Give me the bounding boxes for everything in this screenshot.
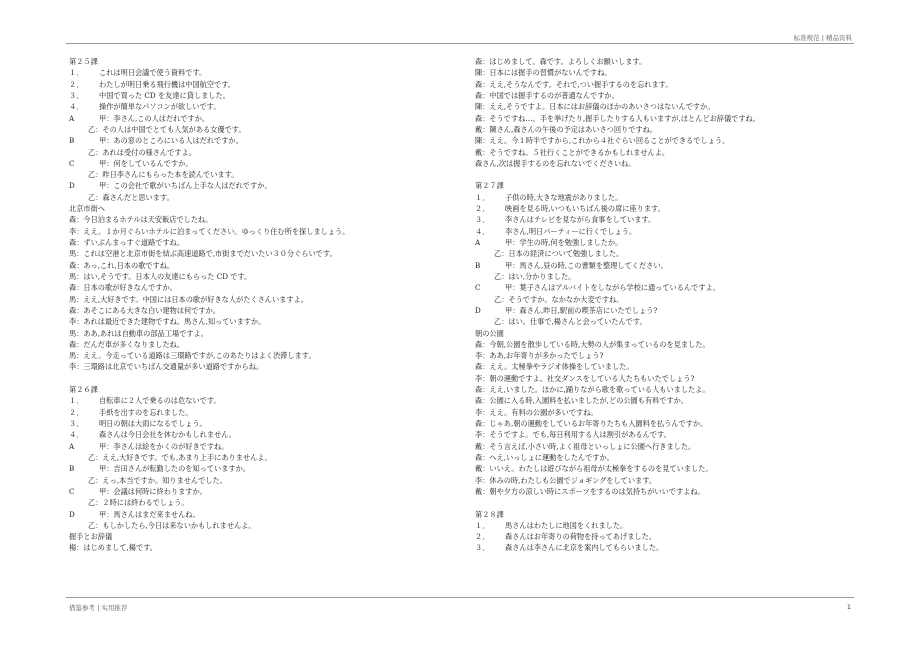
text-line bbox=[475, 79, 855, 90]
text-line bbox=[69, 497, 459, 508]
line-text: 子供の時,大きな地震がありました。 bbox=[505, 192, 623, 202]
header-rule bbox=[66, 43, 854, 44]
text-line bbox=[475, 192, 855, 203]
item-marker: ３． bbox=[475, 543, 490, 553]
text-line bbox=[69, 316, 459, 327]
text-line bbox=[475, 260, 855, 271]
text-line bbox=[475, 135, 855, 146]
line-text: 楊：はじめまして,楊です。 bbox=[69, 543, 157, 553]
text-line bbox=[475, 429, 855, 440]
text-line bbox=[69, 169, 459, 180]
line-text: 乙：もしかしたら,今日は来ないかもしれませんよ。 bbox=[88, 520, 256, 530]
line-text: これは明日会議で使う資料です。 bbox=[99, 68, 207, 78]
text-line bbox=[69, 282, 459, 293]
page-number: 1 bbox=[846, 603, 851, 611]
line-text: 森：ええ。太極拳やラジオ体操をしていました。 bbox=[475, 362, 634, 372]
line-text: 北京市街へ bbox=[69, 204, 105, 214]
line-text: 甲：吉田さんが転勤したのを知っていますか。 bbox=[99, 464, 250, 474]
text-line bbox=[475, 531, 855, 542]
line-text: 朝の公園 bbox=[475, 328, 504, 338]
line-text: 森：ええ,そうなんです。それで,つい握手するのを忘れます。 bbox=[475, 79, 673, 89]
text-line bbox=[69, 67, 459, 78]
text-line bbox=[475, 441, 855, 452]
text-line bbox=[475, 203, 855, 214]
text-line bbox=[69, 531, 459, 542]
text-line bbox=[69, 135, 459, 146]
line-text: 森：今朝,公園を散歩している時,大勢の人が集まっているのを見ました。 bbox=[475, 339, 710, 349]
text-line bbox=[69, 214, 459, 225]
text-line bbox=[475, 237, 855, 248]
text-line bbox=[69, 271, 459, 282]
text-line bbox=[475, 67, 855, 78]
line-text: 第２７課 bbox=[475, 181, 504, 191]
line-text: 森さんはお年寄りの荷物を持ってあげました。 bbox=[505, 532, 656, 542]
text-line bbox=[69, 226, 459, 237]
text-line bbox=[475, 294, 855, 305]
line-text: 乙：昨日李さんにもらった本を読んでいます。 bbox=[88, 170, 239, 180]
line-text: 馬：ああ,あれは自動車の部品工場ですよ。 bbox=[69, 328, 208, 338]
text-line bbox=[475, 282, 855, 293]
text-line bbox=[69, 520, 459, 531]
line-text: 乙：ええ,大好きです。でも,あまり上手にありませんよ。 bbox=[88, 452, 272, 462]
line-text: 森：へえ,いっしょに運動をしたんですか。 bbox=[475, 452, 614, 462]
text-line bbox=[475, 248, 855, 259]
line-text: 森：あっ,これ,日本の歌ですね。 bbox=[69, 260, 175, 270]
text-line bbox=[69, 441, 459, 452]
text-line bbox=[475, 90, 855, 101]
item-marker: A bbox=[69, 441, 75, 451]
text-line bbox=[475, 226, 855, 237]
text-line bbox=[69, 509, 459, 520]
line-text: 陳：ええ,そうですよ。日本にはお辞儀のほかのあいさつはないんですか。 bbox=[475, 102, 715, 112]
footer-rule bbox=[66, 597, 854, 598]
line-text: 第２８課 bbox=[475, 509, 504, 519]
line-text: 戴：陳さん,森さんの午後の予定はあいさつ回りですね。 bbox=[475, 124, 657, 134]
text-line bbox=[69, 361, 459, 372]
text-line bbox=[69, 384, 459, 395]
text-line bbox=[69, 475, 459, 486]
line-text: 森さんは今日会社を休むかもしれません。 bbox=[99, 430, 236, 440]
text-line bbox=[69, 339, 459, 350]
text-line bbox=[69, 203, 459, 214]
text-line bbox=[475, 373, 855, 384]
text-line bbox=[69, 395, 459, 406]
line-text: 森：そうですね…。手を挙げたり,握手したりする人もいますが,ほとんどお辞儀ですね。 bbox=[475, 113, 760, 123]
text-line bbox=[475, 350, 855, 361]
text-line bbox=[69, 180, 459, 191]
text-line bbox=[69, 328, 459, 339]
text-line bbox=[69, 407, 459, 418]
text-line bbox=[69, 192, 459, 203]
text-line bbox=[69, 79, 459, 90]
item-marker: ４． bbox=[475, 226, 490, 236]
line-text: 甲：馬さん,昼の時,この書類を整理してください。 bbox=[505, 260, 668, 270]
text-line bbox=[475, 113, 855, 124]
text-line bbox=[69, 56, 459, 67]
left-column bbox=[69, 56, 459, 554]
line-text: 自転車に２人で乗るのは危ないです。 bbox=[99, 396, 221, 406]
line-text: 森さんは李さんに北京を案内してもらいました。 bbox=[505, 543, 664, 553]
item-marker: C bbox=[475, 283, 481, 293]
text-line bbox=[69, 542, 459, 553]
text-line bbox=[475, 147, 855, 158]
text-line bbox=[475, 158, 855, 169]
header-tag: 标准规范 | 精品资料 bbox=[793, 34, 852, 42]
line-text: 陳：日本には握手の習慣がないんですね。 bbox=[475, 68, 612, 78]
text-line bbox=[69, 486, 459, 497]
line-text: 李さん,明日パーティーに行くでしょう。 bbox=[505, 226, 637, 236]
item-marker: １． bbox=[69, 68, 84, 78]
line-text: 馬さんはわたしに地図をくれました。 bbox=[505, 520, 628, 530]
text-line bbox=[69, 429, 459, 440]
line-text: 甲：あの窓のところにいる人はだれですか。 bbox=[99, 136, 243, 146]
line-text: 乙：その人は中国でとても人気がある女優です。 bbox=[88, 124, 246, 134]
paragraph-gap bbox=[69, 373, 459, 384]
line-text: 李：休みの時,わたしも公園でジョギングをしています。 bbox=[475, 475, 657, 485]
line-text: 甲：何をしているんですか。 bbox=[99, 158, 193, 168]
line-text: 甲：李さん,この人はだれですか。 bbox=[99, 113, 210, 123]
text-line bbox=[475, 486, 855, 497]
text-line bbox=[69, 147, 459, 158]
text-line bbox=[69, 158, 459, 169]
text-line bbox=[475, 124, 855, 135]
line-text: わたしが明日乗る飛行機は中国航空です。 bbox=[99, 79, 235, 89]
text-line bbox=[475, 101, 855, 112]
item-marker: ２． bbox=[69, 407, 84, 417]
line-text: 森：ええ,いました。ほかに,踊りながら歌を歌っている人もいましたよ。 bbox=[475, 385, 710, 395]
line-text: 乙：あれは受付の様さんですよ。 bbox=[88, 147, 196, 157]
item-marker: ２． bbox=[475, 532, 490, 542]
text-line bbox=[69, 305, 459, 316]
text-line bbox=[69, 90, 459, 101]
line-text: 甲：馬さんはまだ来ませんね。 bbox=[99, 509, 200, 519]
line-text: 森：あそこにある大きな白い建物は何ですか。 bbox=[69, 305, 220, 315]
item-marker: ２． bbox=[475, 204, 490, 214]
text-line bbox=[69, 418, 459, 429]
text-line bbox=[69, 113, 459, 124]
line-text: 李：あれは最近できた建物ですね。馬さん,知っていますか。 bbox=[69, 317, 266, 327]
line-text: 甲：学生の時,何を勉強しましたか。 bbox=[505, 238, 623, 247]
text-line bbox=[69, 350, 459, 361]
line-text: 乙：はい。仕事で,楊さんと会っていたんです。 bbox=[494, 317, 647, 327]
item-marker: ３． bbox=[69, 419, 84, 428]
item-marker: B bbox=[475, 260, 481, 270]
item-marker: ２． bbox=[69, 79, 84, 89]
line-text: 森：日本の歌が好きなんですか。 bbox=[69, 283, 177, 293]
text-line bbox=[475, 542, 855, 553]
line-text: 乙：はい,分かりました。 bbox=[494, 271, 576, 281]
line-text: 李：ええ。１か月ぐらいホテルに泊まってください。ゆっくり住む所を探しましょう。 bbox=[69, 226, 350, 236]
text-line bbox=[475, 56, 855, 67]
item-marker: １． bbox=[475, 192, 490, 202]
text-line bbox=[475, 452, 855, 463]
item-marker: B bbox=[69, 464, 75, 474]
line-text: 森：公園に入る時,入園料を払いましたが,どの公園も有料ですか。 bbox=[475, 396, 689, 406]
text-line bbox=[475, 214, 855, 225]
line-text: 第２５課 bbox=[69, 57, 98, 66]
line-text: 森：はじめまして。森です。よろしくお願いします。 bbox=[475, 57, 647, 66]
line-text: 森：だんだ車が多くなりましたね。 bbox=[69, 339, 185, 349]
text-line bbox=[69, 101, 459, 112]
line-text: 手紙を出すのを忘れました。 bbox=[99, 407, 193, 417]
line-text: 戴：朝や夕方の涼しい時にスポーツをするのは気持ちがいいですよね。 bbox=[475, 486, 705, 496]
line-text: 森：ずいぶんまっすぐ道路ですね。 bbox=[69, 238, 185, 247]
text-line bbox=[69, 452, 459, 463]
item-marker: C bbox=[69, 486, 75, 496]
line-text: 乙：えっ,本当ですか。知りませんでした。 bbox=[88, 475, 227, 485]
line-text: 明日の朝は大雨になるでしょう。 bbox=[99, 419, 207, 428]
item-marker: D bbox=[69, 181, 75, 191]
line-text: 操作が簡単なパソコンが欲しいです。 bbox=[99, 102, 221, 112]
text-line bbox=[69, 237, 459, 248]
paragraph-gap bbox=[475, 169, 855, 180]
item-marker: １． bbox=[475, 520, 490, 530]
line-text: 戴：そうですね。５社行くことができるかもしれませんよ。 bbox=[475, 147, 670, 157]
item-marker: D bbox=[69, 509, 75, 519]
text-line bbox=[69, 463, 459, 474]
text-line bbox=[69, 260, 459, 271]
text-line bbox=[69, 248, 459, 259]
line-text: 森：じゃあ,朝の運動をしているお年寄りたちも入園料を払うんですか。 bbox=[475, 419, 708, 428]
line-text: 李：ああ,お年寄りが多かったでしょう? bbox=[475, 351, 604, 361]
item-marker: ３． bbox=[69, 90, 84, 100]
text-line bbox=[475, 475, 855, 486]
text-line bbox=[475, 339, 855, 350]
line-text: 馬：これは空港と北京市街を結ぶ高速道路で,市街までだいたい３０分ぐらいです。 bbox=[69, 249, 337, 259]
item-marker: ４． bbox=[69, 102, 84, 112]
text-line bbox=[475, 509, 855, 520]
line-text: 甲：森さん,昨日,駅前の喫茶店にいたでしょう? bbox=[505, 305, 658, 315]
line-text: 馬：ええ,大好きです。中国には日本の歌が好きな人がたくさんいますよ。 bbox=[69, 294, 308, 304]
text-line bbox=[475, 180, 855, 191]
text-line bbox=[475, 384, 855, 395]
line-text: 李：三環路は北京でいちばん交通量が多い道路ですからね。 bbox=[69, 362, 264, 372]
line-text: 映画を見る時,いつもいちばん後の席に座ります。 bbox=[505, 204, 665, 214]
line-text: 森さん,次は握手するのを忘れないでくださいね。 bbox=[475, 158, 636, 168]
line-text: 李：ええ。有料の公園が多いですね。 bbox=[475, 407, 598, 417]
line-text: 甲：この会社で歌がいちばん上手な人はだれですか。 bbox=[99, 181, 272, 191]
paragraph-gap bbox=[475, 497, 855, 508]
line-text: 李：そうですよ。でも,毎日利用する人は割引があるんです。 bbox=[475, 430, 671, 440]
footer-tag: 借鉴参考 | 实用推荐 bbox=[69, 604, 128, 612]
line-text: 乙：日本の経済について勉強しました。 bbox=[494, 249, 624, 259]
line-text: 陳：ええ。今１時半ですから,これから４社ぐらい回ることができるでしょう。 bbox=[475, 136, 730, 146]
item-marker: B bbox=[69, 136, 75, 146]
line-text: 甲：李さんは絵をかくのが好きですね。 bbox=[99, 441, 229, 451]
line-text: 第２６課 bbox=[69, 385, 98, 395]
line-text: 李：朝の運動ですよ。社交ダンスをしている人たちもいたでしょう? bbox=[475, 373, 695, 383]
line-text: 中国で買った CD を友達に貸しました。 bbox=[99, 90, 230, 100]
line-text: 乙：２時には終わるでしょう。 bbox=[88, 498, 189, 508]
text-line bbox=[475, 316, 855, 327]
item-marker: C bbox=[69, 158, 75, 168]
text-line bbox=[475, 418, 855, 429]
item-marker: A bbox=[69, 113, 75, 123]
text-line bbox=[475, 407, 855, 418]
text-line bbox=[475, 361, 855, 372]
item-marker: D bbox=[475, 305, 481, 315]
right-column bbox=[475, 56, 855, 554]
line-text: 乙：森さんだと思います。 bbox=[88, 192, 174, 202]
line-text: 戴：そう言えば,小さい時,よく祖母といっしょに公園へ行きました。 bbox=[475, 441, 696, 451]
text-line bbox=[69, 124, 459, 135]
item-marker: ４． bbox=[69, 430, 84, 440]
line-text: 甲：会議は何時に終わりますか。 bbox=[99, 486, 207, 496]
text-line bbox=[69, 294, 459, 305]
line-text: 戴：いいえ。わたしは遊びながら祖母が太極拳をするのを見ていました。 bbox=[475, 464, 713, 474]
text-line bbox=[475, 395, 855, 406]
text-line bbox=[475, 520, 855, 531]
item-marker: ３． bbox=[475, 215, 490, 225]
line-text: 乙：そうですか。なかなか大変ですね。 bbox=[494, 294, 624, 304]
line-text: 森：今日泊まるホテルは天安飯店でしたね。 bbox=[69, 215, 213, 225]
line-text: 馬：ええ。今走っている道路は三環路ですが,このあたりはよく渋滞します。 bbox=[69, 351, 316, 361]
line-text: 握手とお辞儀 bbox=[69, 532, 113, 542]
line-text: 李さんはテレビを見ながら食事をしています。 bbox=[505, 215, 656, 225]
line-text: 甲：葉子さんはアルバイトをしながら学校に通っているんですよ。 bbox=[505, 283, 720, 293]
item-marker: A bbox=[475, 238, 481, 247]
text-line bbox=[475, 328, 855, 339]
item-marker: １． bbox=[69, 396, 84, 406]
text-line bbox=[475, 305, 855, 316]
text-line bbox=[475, 463, 855, 474]
text-line bbox=[475, 271, 855, 282]
line-text: 馬：はい,そうです。日本人の友達にもらった CD です。 bbox=[69, 271, 252, 281]
line-text: 森：中国では握手するのが普通なんですか。 bbox=[475, 90, 619, 100]
